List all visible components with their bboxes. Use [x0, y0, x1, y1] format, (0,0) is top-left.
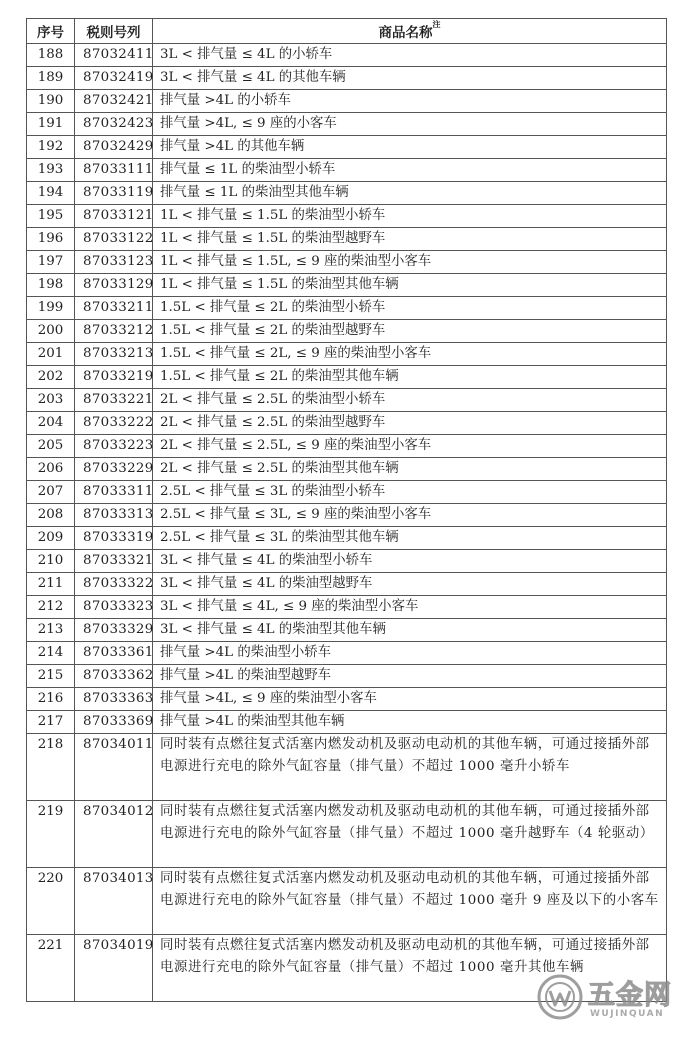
- tariff-code-cell: 87033222: [75, 412, 153, 435]
- tariff-code-cell: 87034013: [75, 868, 153, 935]
- tariff-code-cell: 87033221: [75, 389, 153, 412]
- serial-number-cell: 192: [27, 136, 75, 159]
- tariff-code-cell: 87033219: [75, 366, 153, 389]
- tariff-code-cell: 87033119: [75, 182, 153, 205]
- table-row: [27, 711, 667, 734]
- tariff-code-cell: 87033329: [75, 619, 153, 642]
- tariff-code-cell: 87033361: [75, 642, 153, 665]
- table-row: [27, 642, 667, 665]
- table-row: [27, 182, 667, 205]
- product-name-cell: 2.5L < 排气量 ≤ 3L, ≤ 9 座的柴油型小客车: [153, 504, 667, 527]
- product-name-cell: 同时装有点燃往复式活塞内燃发动机及驱动电动机的其他车辆，可通过接插外部电源进行充电的除外气缸容量（排气量）不超过 1000 毫升其他车辆: [153, 935, 667, 1002]
- serial-number-cell: 217: [27, 711, 75, 734]
- table-row: [27, 320, 667, 343]
- product-name-cell: 1L < 排气量 ≤ 1.5L 的柴油型其他车辆: [153, 274, 667, 297]
- tariff-code-cell: 87034012: [75, 801, 153, 868]
- tariff-code-cell: 87033363: [75, 688, 153, 711]
- tariff-code-cell: 87033211: [75, 297, 153, 320]
- serial-number-cell: 214: [27, 642, 75, 665]
- serial-number-cell: 190: [27, 90, 75, 113]
- tariff-code-cell: 87033362: [75, 665, 153, 688]
- tariff-code-cell: 87034011: [75, 734, 153, 801]
- product-name-cell: 1L < 排气量 ≤ 1.5L, ≤ 9 座的柴油型小客车: [153, 251, 667, 274]
- table-row: [27, 458, 667, 481]
- product-name-cell: 2.5L < 排气量 ≤ 3L 的柴油型小轿车: [153, 481, 667, 504]
- table-row: [27, 435, 667, 458]
- tariff-code-cell: 87032421: [75, 90, 153, 113]
- watermark-subtitle: WUJINQUAN: [590, 1009, 665, 1019]
- tariff-code-cell: 87032419: [75, 67, 153, 90]
- product-name-cell: 2L < 排气量 ≤ 2.5L, ≤ 9 座的柴油型小客车: [153, 435, 667, 458]
- serial-number-cell: 215: [27, 665, 75, 688]
- serial-number-cell: 213: [27, 619, 75, 642]
- product-name-cell: 2.5L < 排气量 ≤ 3L 的柴油型其他车辆: [153, 527, 667, 550]
- product-name-cell: 2L < 排气量 ≤ 2.5L 的柴油型其他车辆: [153, 458, 667, 481]
- tariff-code-cell: 87033369: [75, 711, 153, 734]
- product-name-cell: 3L < 排气量 ≤ 4L 的其他车辆: [153, 67, 667, 90]
- table-row: [27, 90, 667, 113]
- serial-number-cell: 193: [27, 159, 75, 182]
- brand-emblem-icon: [536, 973, 584, 1021]
- product-name-cell: 1.5L < 排气量 ≤ 2L, ≤ 9 座的柴油型小客车: [153, 343, 667, 366]
- table-row: [27, 868, 667, 935]
- product-name-cell: 3L < 排气量 ≤ 4L, ≤ 9 座的柴油型小客车: [153, 596, 667, 619]
- table-row: [27, 504, 667, 527]
- table-row: [27, 343, 667, 366]
- tariff-code-cell: 87033122: [75, 228, 153, 251]
- serial-number-cell: 210: [27, 550, 75, 573]
- product-name-cell: 2L < 排气量 ≤ 2.5L 的柴油型小轿车: [153, 389, 667, 412]
- serial-number-cell: 191: [27, 113, 75, 136]
- table-header-row: [27, 19, 667, 44]
- product-name-cell: 同时装有点燃往复式活塞内燃发动机及驱动电动机的其他车辆，可通过接插外部电源进行充电的除外气缸容量（排气量）不超过 1000 毫升越野车（4 轮驱动）: [153, 801, 667, 868]
- product-name-cell: 3L < 排气量 ≤ 4L 的柴油型越野车: [153, 573, 667, 596]
- serial-number-cell: 198: [27, 274, 75, 297]
- header-serial-number: 序号: [27, 19, 75, 44]
- product-name-cell: 排气量 >4L 的其他车辆: [153, 136, 667, 159]
- serial-number-cell: 201: [27, 343, 75, 366]
- serial-number-cell: 200: [27, 320, 75, 343]
- table-row: [27, 734, 667, 801]
- tariff-code-cell: 87033123: [75, 251, 153, 274]
- product-name-cell: 3L < 排气量 ≤ 4L 的小轿车: [153, 44, 667, 67]
- tariff-code-cell: 87033311: [75, 481, 153, 504]
- table-row: [27, 801, 667, 868]
- table-row: [27, 481, 667, 504]
- serial-number-cell: 219: [27, 801, 75, 868]
- serial-number-cell: 209: [27, 527, 75, 550]
- product-name-cell: 排气量 >4L 的小轿车: [153, 90, 667, 113]
- tariff-code-cell: 87033129: [75, 274, 153, 297]
- table-row: [27, 228, 667, 251]
- product-name-cell: 1.5L < 排气量 ≤ 2L 的柴油型小轿车: [153, 297, 667, 320]
- tariff-code-cell: 87033321: [75, 550, 153, 573]
- watermark-brand: 五金网: [588, 980, 672, 1011]
- serial-number-cell: 194: [27, 182, 75, 205]
- table-body: [27, 44, 667, 1002]
- header-tariff-code: 税则号列: [75, 19, 153, 44]
- product-name-cell: 同时装有点燃往复式活塞内燃发动机及驱动电动机的其他车辆，可通过接插外部电源进行充电的除外气缸容量（排气量）不超过 1000 毫升小轿车: [153, 734, 667, 801]
- product-name-cell: 3L < 排气量 ≤ 4L 的柴油型小轿车: [153, 550, 667, 573]
- table-row: [27, 412, 667, 435]
- table-row: [27, 366, 667, 389]
- serial-number-cell: 188: [27, 44, 75, 67]
- serial-number-cell: 196: [27, 228, 75, 251]
- table-row: [27, 113, 667, 136]
- serial-number-cell: 211: [27, 573, 75, 596]
- table-row: [27, 688, 667, 711]
- table-row: [27, 136, 667, 159]
- tariff-code-cell: 87033111: [75, 159, 153, 182]
- tariff-code-cell: 87032411: [75, 44, 153, 67]
- product-name-cell: 排气量 >4L 的柴油型其他车辆: [153, 711, 667, 734]
- serial-number-cell: 216: [27, 688, 75, 711]
- serial-number-cell: 221: [27, 935, 75, 1002]
- serial-number-cell: 197: [27, 251, 75, 274]
- product-name-cell: 2L < 排气量 ≤ 2.5L 的柴油型越野车: [153, 412, 667, 435]
- tariff-code-cell: 87033313: [75, 504, 153, 527]
- product-name-cell: 同时装有点燃往复式活塞内燃发动机及驱动电动机的其他车辆，可通过接插外部电源进行充电的除外气缸容量（排气量）不超过 1000 毫升 9 座及以下的小客车: [153, 868, 667, 935]
- table-row: [27, 67, 667, 90]
- serial-number-cell: 203: [27, 389, 75, 412]
- serial-number-cell: 204: [27, 412, 75, 435]
- table-row: [27, 159, 667, 182]
- tariff-code-cell: 87033319: [75, 527, 153, 550]
- table-row: [27, 251, 667, 274]
- tariff-code-cell: 87033213: [75, 343, 153, 366]
- table-row: [27, 550, 667, 573]
- tariff-code-cell: 87032423: [75, 113, 153, 136]
- serial-number-cell: 207: [27, 481, 75, 504]
- serial-number-cell: 205: [27, 435, 75, 458]
- tariff-code-cell: 87033212: [75, 320, 153, 343]
- product-name-cell: 1.5L < 排气量 ≤ 2L 的柴油型其他车辆: [153, 366, 667, 389]
- tariff-table: [26, 18, 667, 1002]
- serial-number-cell: 199: [27, 297, 75, 320]
- product-name-cell: 排气量 >4L 的柴油型小轿车: [153, 642, 667, 665]
- table-row: [27, 619, 667, 642]
- tariff-code-cell: 87032429: [75, 136, 153, 159]
- product-name-cell: 排气量 ≤ 1L 的柴油型小轿车: [153, 159, 667, 182]
- watermark-logo: [536, 971, 686, 1027]
- table-row: [27, 389, 667, 412]
- tariff-code-cell: 87033121: [75, 205, 153, 228]
- serial-number-cell: 202: [27, 366, 75, 389]
- table-row: [27, 44, 667, 67]
- table-row: [27, 573, 667, 596]
- serial-number-cell: 189: [27, 67, 75, 90]
- product-name-cell: 排气量 >4L 的柴油型越野车: [153, 665, 667, 688]
- serial-number-cell: 195: [27, 205, 75, 228]
- product-name-cell: 1L < 排气量 ≤ 1.5L 的柴油型越野车: [153, 228, 667, 251]
- product-name-cell: 排气量 ≤ 1L 的柴油型其他车辆: [153, 182, 667, 205]
- product-name-cell: 排气量 >4L, ≤ 9 座的小客车: [153, 113, 667, 136]
- serial-number-cell: 208: [27, 504, 75, 527]
- tariff-code-cell: 87033229: [75, 458, 153, 481]
- table-row: [27, 205, 667, 228]
- table-row: [27, 665, 667, 688]
- tariff-code-cell: 87034019: [75, 935, 153, 1002]
- tariff-code-cell: 87033322: [75, 573, 153, 596]
- product-name-cell: 排气量 >4L, ≤ 9 座的柴油型小客车: [153, 688, 667, 711]
- product-name-cell: 3L < 排气量 ≤ 4L 的柴油型其他车辆: [153, 619, 667, 642]
- tariff-code-cell: 87033223: [75, 435, 153, 458]
- header-note-mark: 注: [432, 20, 441, 29]
- serial-number-cell: 212: [27, 596, 75, 619]
- product-name-cell: 1L < 排气量 ≤ 1.5L 的柴油型小轿车: [153, 205, 667, 228]
- table-row: [27, 527, 667, 550]
- header-product-name-label: 商品名称: [378, 25, 433, 41]
- tariff-code-cell: 87033323: [75, 596, 153, 619]
- table-row: [27, 274, 667, 297]
- serial-number-cell: 218: [27, 734, 75, 801]
- table-row: [27, 596, 667, 619]
- serial-number-cell: 206: [27, 458, 75, 481]
- header-product-name: [153, 19, 667, 44]
- table-row: [27, 297, 667, 320]
- product-name-cell: 1.5L < 排气量 ≤ 2L 的柴油型越野车: [153, 320, 667, 343]
- serial-number-cell: 220: [27, 868, 75, 935]
